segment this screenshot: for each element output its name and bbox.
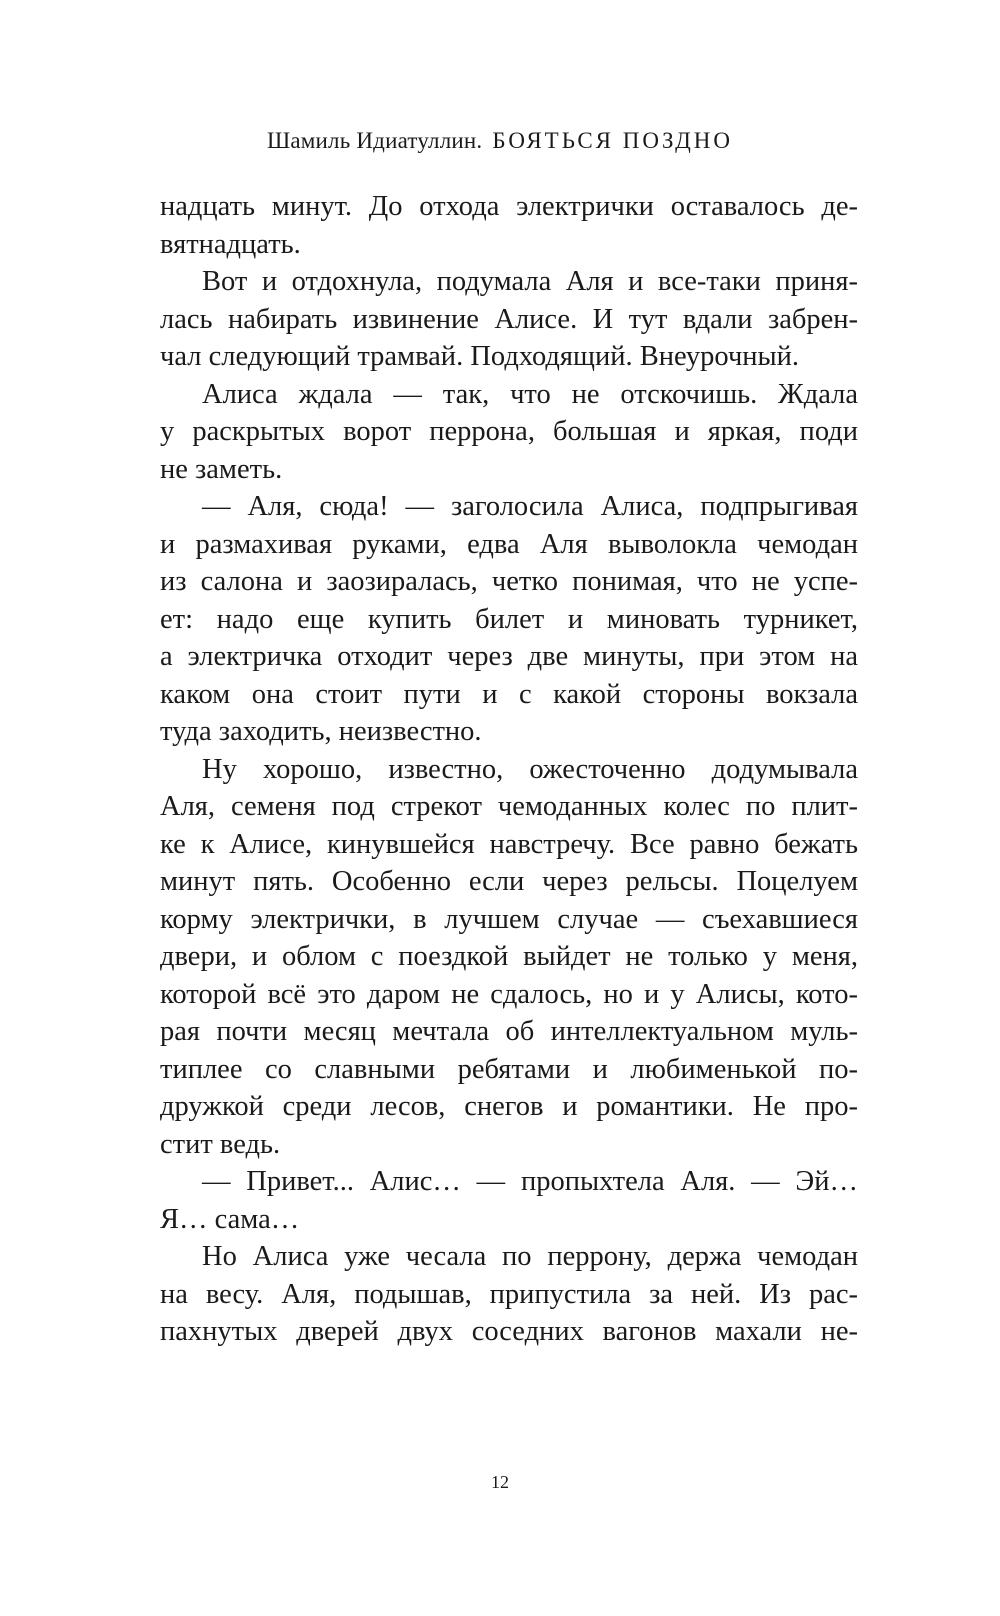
author-name: Шамиль Идиатуллин. xyxy=(266,128,483,153)
text-line: минут пять. Особенно если через рельсы. Поцелуем xyxy=(160,866,858,897)
text-line: Алиса ждала — так, что не отскочишь. Ждала xyxy=(202,378,858,410)
text-line: — Привет... Алис… — пропыхтела Аля. — Эй… xyxy=(202,1166,858,1197)
text-line: Я… сама… xyxy=(160,1203,300,1235)
text-line: чал следующий трамвай. Подходящий. Внеурочный. xyxy=(160,341,800,372)
text-line: из салона и заозиралась, четко понимая, что не успе- xyxy=(160,566,858,597)
text-line: не заметь. xyxy=(160,453,283,485)
page-number: 12 xyxy=(491,1472,509,1492)
text-line: которой всё это даром не сдалось, но и у Алисы, кото- xyxy=(160,978,858,1010)
text-line: рая почти месяц мечтала об интеллектуальном муль- xyxy=(160,1016,858,1047)
text-line: корму электрички, в лучшем случае — съехавшиеся xyxy=(160,903,858,935)
text-line: ке к Алисе, кинувшейся навстречу. Все равно бежать xyxy=(160,828,858,860)
text-line: двери, и облом с поездкой выйдет не только у меня, xyxy=(160,941,858,972)
text-line: а электричка отходит через две минуты, при этом на xyxy=(160,641,858,672)
text-line: каком она стоит пути и с какой стороны вокзала xyxy=(160,678,858,710)
text-line: вятнадцать. xyxy=(160,228,301,260)
text-line: на весу. Аля, подышав, припустила за ней. Из рас- xyxy=(160,1278,858,1310)
text-line: надцать минут. До отхода электрички оставалось де- xyxy=(160,191,858,222)
body-text xyxy=(160,188,858,1351)
text-line: туда заходить, неизвестно. xyxy=(160,716,482,747)
text-line: типлее со славными ребятами и любименькой по- xyxy=(160,1053,858,1085)
text-line: Но Алиса уже чесала по перрону, держа чемодан xyxy=(202,1241,858,1272)
text-line: Ну хорошо, известно, ожесточенно додумывала xyxy=(202,753,858,785)
running-head xyxy=(0,126,1000,156)
text-line: Вот и отдохнула, подумала Аля и все-таки приня- xyxy=(202,266,858,297)
text-line: Аля, семеня под стрекот чемоданных колес по плит- xyxy=(160,791,858,822)
text-line: стит ведь. xyxy=(160,1128,281,1160)
text-line: ет: надо еще купить билет и миновать турникет, xyxy=(160,603,858,635)
book-title: БОЯТЬСЯ ПОЗДНО xyxy=(492,128,734,153)
text-line: лась набирать извинение Алисе. И тут вдали забрен- xyxy=(160,303,858,335)
text-line: и размахивая руками, едва Аля выволокла чемодан xyxy=(160,528,858,560)
text-line: дружкой среди лесов, снегов и романтики. Не про- xyxy=(160,1091,858,1122)
text-line: пахнутых дверей двух соседних вагонов махали не- xyxy=(160,1316,858,1347)
text-line: — Аля, сюда! — заголосила Алиса, подпрыгивая xyxy=(202,491,858,522)
text-line: у раскрытых ворот перрона, большая и яркая, поди xyxy=(160,416,858,447)
